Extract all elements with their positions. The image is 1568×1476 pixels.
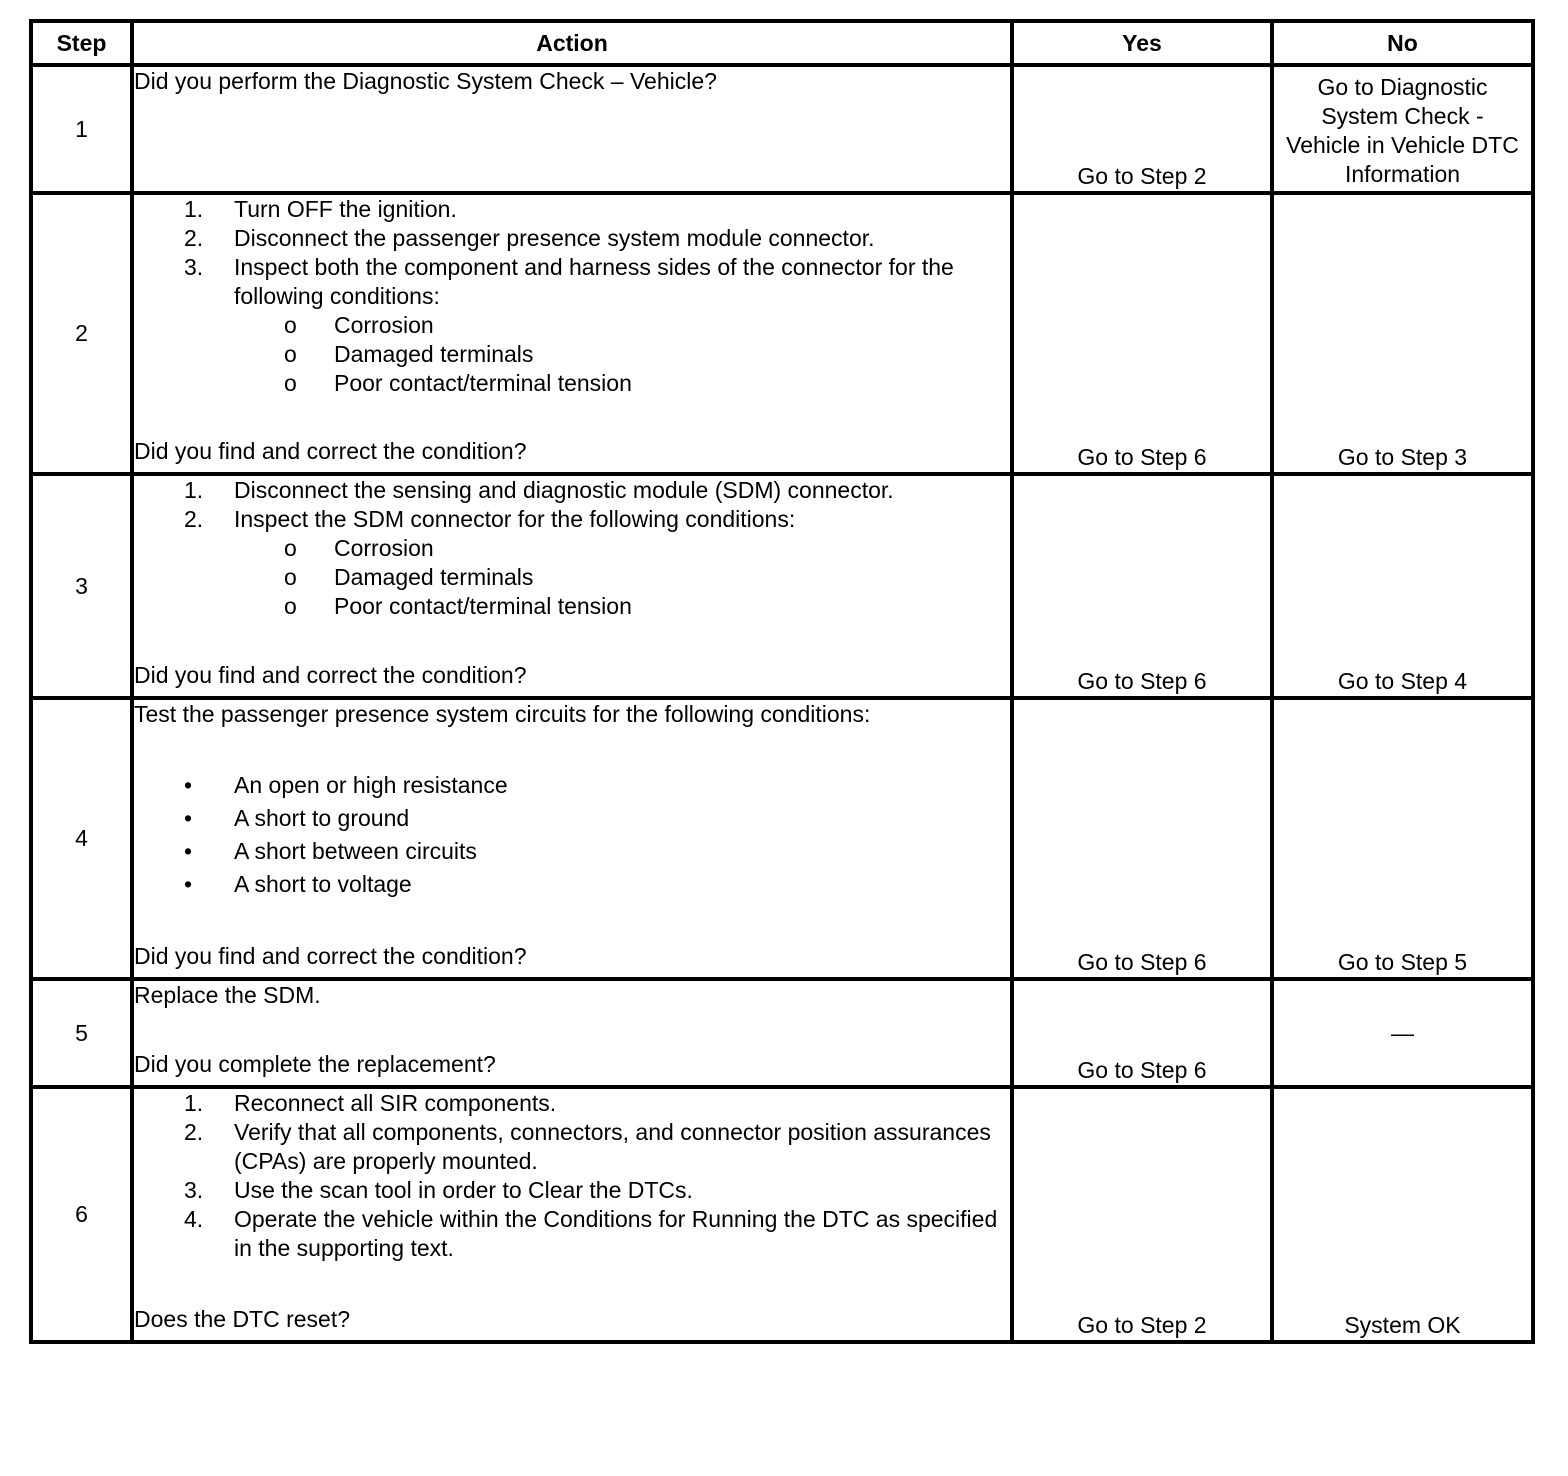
action-intro: Replace the SDM.: [134, 982, 321, 1008]
list-number: 2.: [184, 1119, 204, 1145]
step-number: 2: [31, 193, 132, 474]
list-text: Use the scan tool in order to Clear the DTCs.: [234, 1177, 693, 1203]
action-cell: [132, 65, 1012, 193]
circle-bullet-icon: o: [284, 593, 297, 619]
list-number: 2.: [184, 506, 204, 532]
list-number: 3.: [184, 1177, 204, 1203]
diagnostic-table: [29, 19, 1535, 1344]
no-cell: Go to Step 4: [1272, 474, 1533, 698]
no-cell: System OK: [1272, 1087, 1533, 1342]
bullet-icon: •: [184, 772, 193, 798]
sub-list-text: Corrosion: [334, 312, 434, 338]
header-action: Action: [132, 21, 1012, 65]
action-list: [134, 1089, 1010, 1263]
step-number: 6: [31, 1087, 132, 1342]
action-intro: Did you perform the Diagnostic System Check – Vehicle?: [134, 68, 717, 94]
bullet-item: [134, 802, 1010, 835]
table-row-step-3: [31, 474, 1533, 698]
action-cell: [132, 474, 1012, 698]
list-number: 3.: [184, 254, 204, 280]
bullet-icon: •: [184, 805, 193, 831]
action-intro: Test the passenger presence system circuits for the following conditions:: [134, 701, 871, 727]
sub-list-item: [134, 340, 1010, 369]
action-question: Does the DTC reset?: [134, 1306, 351, 1332]
table-row-step-5: [31, 979, 1533, 1087]
header-row: [31, 21, 1533, 65]
table-row-step-6: [31, 1087, 1533, 1342]
action-list: [134, 476, 1010, 621]
table-row-step-4: [31, 698, 1533, 979]
no-cell: Go to Step 3: [1272, 193, 1533, 474]
header-yes: Yes: [1012, 21, 1272, 65]
sub-list-item: [134, 311, 1010, 340]
no-cell: Go to Step 5: [1272, 698, 1533, 979]
no-cell: —: [1272, 979, 1533, 1087]
list-item: [134, 224, 1010, 253]
sub-list-item: [134, 592, 1010, 621]
sub-list-text: Poor contact/terminal tension: [334, 370, 632, 396]
yes-cell: Go to Step 6: [1012, 474, 1272, 698]
list-item: [134, 505, 1010, 534]
list-item: [134, 1118, 1010, 1176]
bullet-list: [134, 769, 1010, 901]
action-question: Did you find and correct the condition?: [134, 662, 527, 688]
circle-bullet-icon: o: [284, 370, 297, 396]
action-cell: [132, 979, 1012, 1087]
sub-list-text: Corrosion: [334, 535, 434, 561]
list-text: Operate the vehicle within the Conditions for Running the DTC as specified in the supporting text.: [234, 1206, 998, 1261]
sub-list-item: [134, 534, 1010, 563]
list-item: [134, 1205, 1010, 1263]
sub-list-item: [134, 369, 1010, 398]
bullet-item: [134, 835, 1010, 868]
list-item: [134, 476, 1010, 505]
bullet-item: [134, 769, 1010, 802]
step-number: 5: [31, 979, 132, 1087]
list-text: Turn OFF the ignition.: [234, 196, 457, 222]
list-item: [134, 195, 1010, 224]
action-list: [134, 195, 1010, 398]
step-number: 4: [31, 698, 132, 979]
circle-bullet-icon: o: [284, 564, 297, 590]
list-number: 1.: [184, 1090, 204, 1116]
bullet-text: A short between circuits: [234, 838, 477, 864]
header-step: Step: [31, 21, 132, 65]
list-text: Inspect the SDM connector for the following conditions:: [234, 506, 796, 532]
header-no: No: [1272, 21, 1533, 65]
list-item: [134, 253, 1010, 311]
list-text: Inspect both the component and harness sides of the connector for the following conditions:: [234, 254, 954, 309]
bullet-text: A short to voltage: [234, 871, 412, 897]
list-text: Disconnect the sensing and diagnostic module (SDM) connector.: [234, 477, 894, 503]
sub-list-text: Damaged terminals: [334, 341, 534, 367]
list-number: 4.: [184, 1206, 204, 1232]
list-text: Disconnect the passenger presence system module connector.: [234, 225, 875, 251]
yes-cell: Go to Step 6: [1012, 193, 1272, 474]
action-question: Did you find and correct the condition?: [134, 438, 527, 464]
action-cell: [132, 1087, 1012, 1342]
yes-cell: Go to Step 2: [1012, 65, 1272, 193]
bullet-icon: •: [184, 838, 193, 864]
step-number: 3: [31, 474, 132, 698]
list-text: Reconnect all SIR components.: [234, 1090, 557, 1116]
no-cell: Go to Diagnostic System Check - Vehicle in Vehicle DTC Information: [1272, 65, 1533, 193]
action-cell: [132, 193, 1012, 474]
list-item: [134, 1176, 1010, 1205]
bullet-item: [134, 868, 1010, 901]
table-row-step-1: [31, 65, 1533, 193]
yes-cell: Go to Step 6: [1012, 979, 1272, 1087]
action-cell: [132, 698, 1012, 979]
action-question: Did you complete the replacement?: [134, 1051, 496, 1077]
table-row-step-2: [31, 193, 1533, 474]
list-number: 2.: [184, 225, 204, 251]
yes-cell: Go to Step 6: [1012, 698, 1272, 979]
list-text: Verify that all components, connectors, and connector position assurances (CPAs) are properly mounted.: [234, 1119, 991, 1174]
sub-list-text: Poor contact/terminal tension: [334, 593, 632, 619]
list-number: 1.: [184, 477, 204, 503]
bullet-text: A short to ground: [234, 805, 410, 831]
circle-bullet-icon: o: [284, 312, 297, 338]
step-number: 1: [31, 65, 132, 193]
circle-bullet-icon: o: [284, 341, 297, 367]
list-item: [134, 1089, 1010, 1118]
list-number: 1.: [184, 196, 204, 222]
bullet-icon: •: [184, 871, 193, 897]
sub-list-text: Damaged terminals: [334, 564, 534, 590]
yes-cell: Go to Step 2: [1012, 1087, 1272, 1342]
circle-bullet-icon: o: [284, 535, 297, 561]
action-question: Did you find and correct the condition?: [134, 943, 527, 969]
sub-list-item: [134, 563, 1010, 592]
bullet-text: An open or high resistance: [234, 772, 508, 798]
